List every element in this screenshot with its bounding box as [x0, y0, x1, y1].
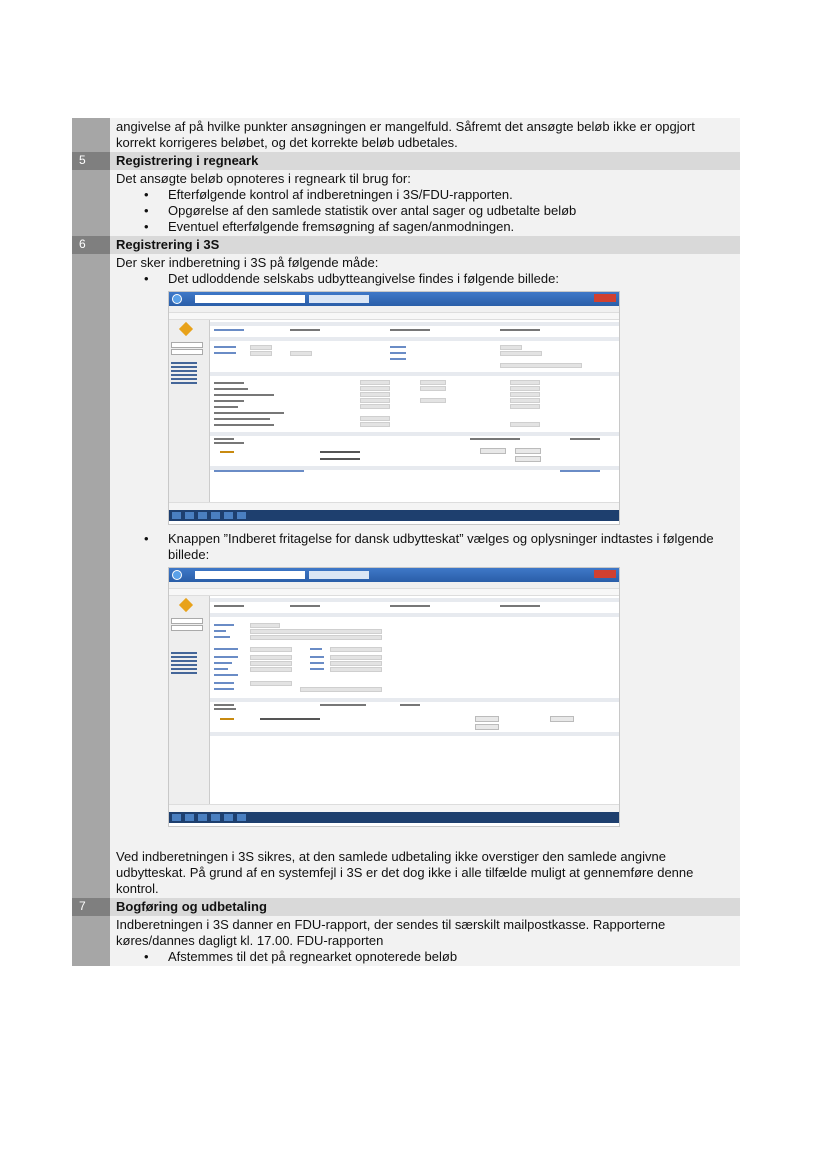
- section-5-title: Registrering i regneark: [110, 152, 740, 170]
- browser-tab: [309, 295, 369, 303]
- section-6-closing: Ved indberetningen i 3S sikres, at den samlede udbetaling ikke overstiger den samlede angivne udbytteskat. På grund af en systemfejl i 3S er det dog ikke i alle tilfælde muligt at gennemføre denne kontrol.: [116, 849, 694, 896]
- section-7-header: [72, 898, 740, 916]
- section-6-bullet-1: • Det udloddende selskabs udbytteangivelse findes i følgende billede:: [116, 271, 734, 287]
- windows-taskbar: [169, 510, 619, 521]
- section-6-lead: Der sker indberetning i 3S på følgende måde:: [116, 255, 379, 270]
- section-6-number: 6: [72, 236, 110, 254]
- browser-titlebar: [169, 292, 619, 306]
- skat-logo-icon: [179, 598, 193, 612]
- section-6-header: [72, 236, 740, 254]
- section-5-lead: Det ansøgte beløb opnoteres i regneark til brug for:: [116, 171, 411, 186]
- section-6-title: Registrering i 3S: [110, 236, 740, 254]
- section-5-header: [72, 152, 740, 170]
- app-sidebar: [169, 320, 210, 502]
- browser-tab: [309, 571, 369, 579]
- app-sidebar: [169, 596, 210, 804]
- section-7-bullet-1: • Afstemmes til det på regnearket opnoterede beløb: [116, 949, 734, 965]
- section-6-bullet-2: • Knappen ”Indberet fritagelse for dansk udbytteskat” vælges og oplysninger indtastes i følgende billede:: [116, 531, 734, 563]
- address-bar: [195, 295, 305, 303]
- app-content: [210, 596, 619, 804]
- section-5-number: 5: [72, 152, 110, 170]
- table-row: [72, 118, 740, 152]
- section-6-body: [72, 254, 740, 898]
- address-bar: [195, 571, 305, 579]
- screenshot-udbytteangivelse: [168, 291, 620, 525]
- section-7-lead: Indberetningen i 3S danner en FDU-rapport, der sendes til særskilt mailpostkasse. Rapporterne køres/dannes dagligt kl. 17.00. FDU-rapporten: [116, 917, 666, 948]
- section-7-body: [72, 916, 740, 966]
- section-5-bullet-1: • Efterfølgende kontrol af indberetningen i 3S/FDU-rapporten.: [116, 187, 734, 203]
- back-icon: [172, 570, 182, 580]
- afgor-button: [515, 448, 541, 454]
- row-number-empty: [72, 118, 110, 152]
- close-icon: [594, 570, 616, 578]
- close-icon: [594, 294, 616, 302]
- intro-text: angivelse af på hvilke punkter ansøgningen er mangelfuld. Såfremt det ansøgte beløb ikke er opgjort korrekt korrigeres beløbet, og det korrekte beløb udbetales.: [110, 118, 740, 152]
- beregn-button: [480, 448, 506, 454]
- back-icon: [172, 294, 182, 304]
- screenshot-indberet-fritagelse: [168, 567, 620, 827]
- beregn-button: [475, 716, 499, 722]
- document-table: [72, 118, 740, 966]
- section-5-bullet-2: • Opgørelse af den samlede statistik over antal sager og udbetalte beløb: [116, 203, 734, 219]
- section-5-bullet-3: • Eventuel efterfølgende fremsøgning af sagen/anmodningen.: [116, 219, 734, 235]
- section-7-title: Bogføring og udbetaling: [110, 898, 740, 916]
- section-7-number: 7: [72, 898, 110, 916]
- section-5-body: [72, 170, 740, 236]
- windows-taskbar: [169, 812, 619, 823]
- browser-titlebar: [169, 568, 619, 582]
- app-content: [210, 320, 619, 502]
- skat-logo-icon: [179, 322, 193, 336]
- afgor-button: [550, 716, 574, 722]
